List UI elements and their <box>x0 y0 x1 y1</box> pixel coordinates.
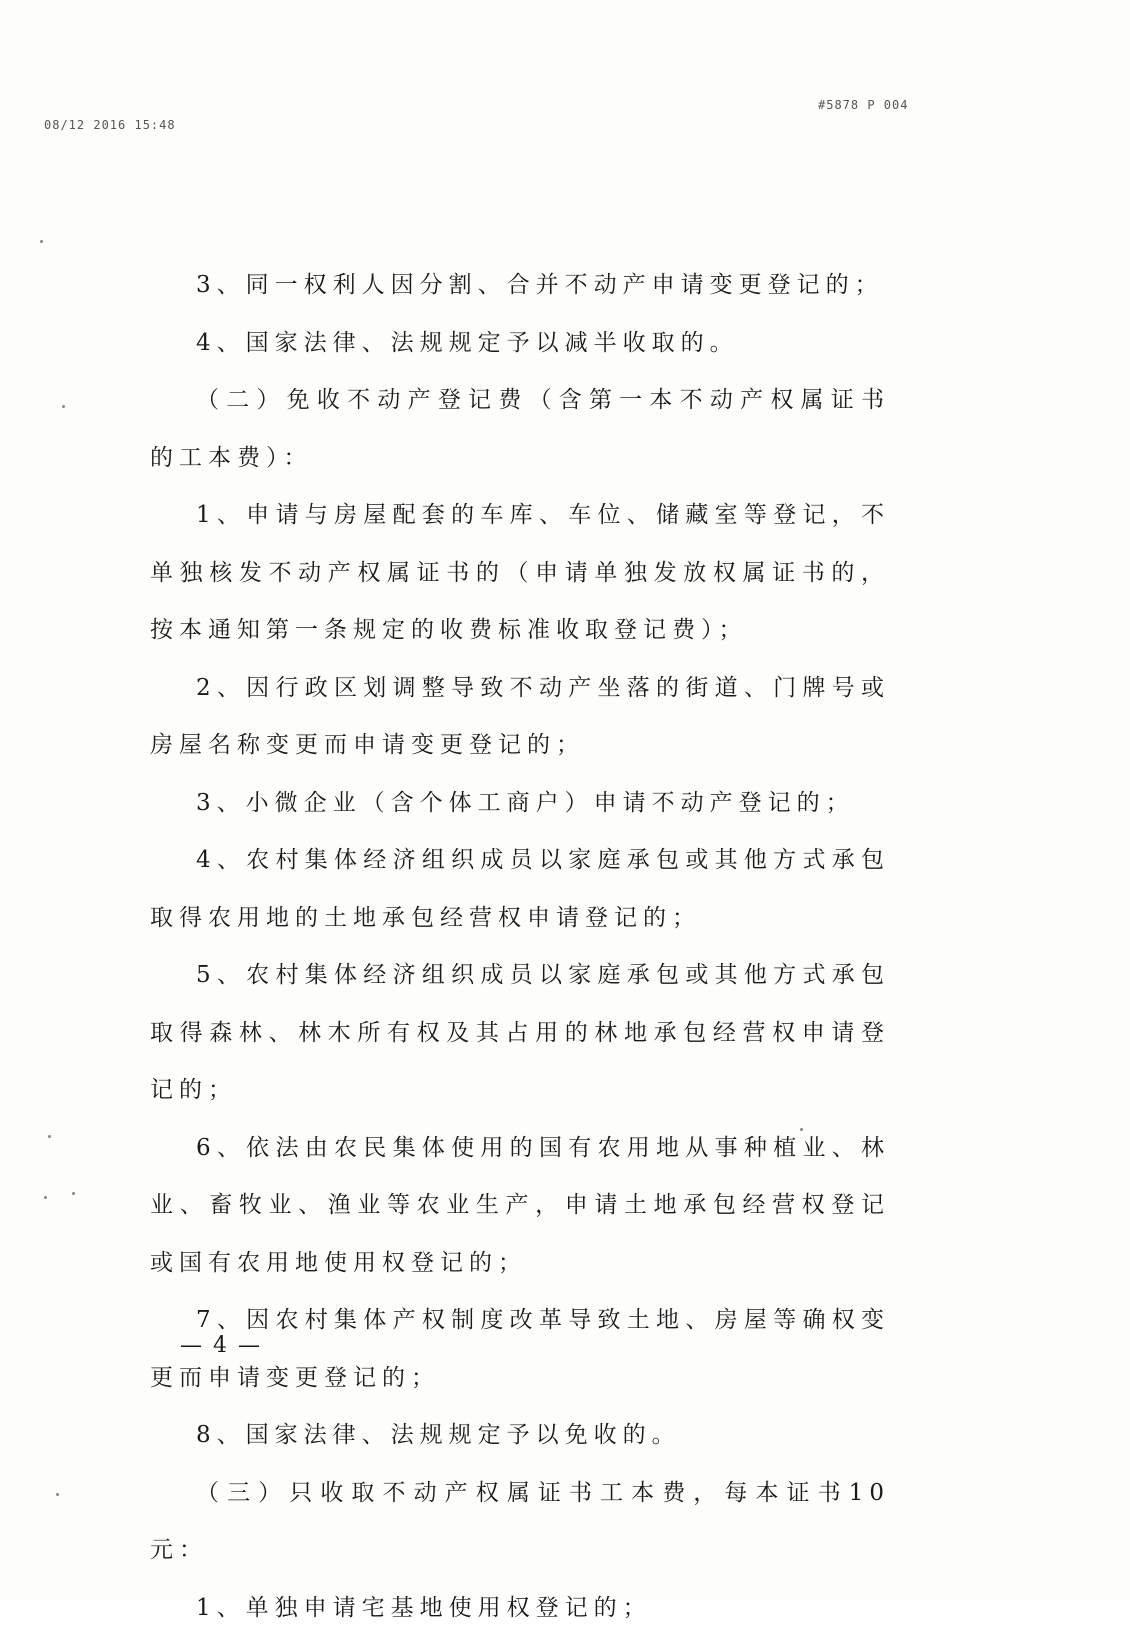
paragraph: 1、申请与房屋配套的车库、车位、储藏室等登记，不单独核发不动产权属证书的（申请单独发放权属证书的，按本通知第一条规定的收费标准收取登记费）； <box>150 487 890 660</box>
paragraph: 8、国家法律、法规规定予以免收的。 <box>150 1407 890 1465</box>
scan-speck <box>56 1493 59 1496</box>
section-heading: （二）免收不动产登记费（含第一本不动产权属证书的工本费）： <box>150 372 890 487</box>
scan-speck <box>72 1192 75 1195</box>
scan-speck <box>48 1135 51 1138</box>
scan-speck <box>44 1196 47 1199</box>
scan-speck <box>800 1128 803 1131</box>
paragraph: 3、同一权利人因分割、合并不动产申请变更登记的； <box>150 257 890 315</box>
paragraph: 4、国家法律、法规规定予以减半收取的。 <box>150 315 890 373</box>
paragraph: 3、小微企业（含个体工商户）申请不动产登记的； <box>150 775 890 833</box>
page-number: — 4 — <box>180 1333 262 1358</box>
paragraph: 5、农村集体经济组织成员以家庭承包或其他方式承包取得森林、林木所有权及其占用的林地承包经营权申请登记的； <box>150 947 890 1120</box>
paragraph: 6、依法由农民集体使用的国有农用地从事种植业、林业、畜牧业、渔业等农业生产，申请土地承包经营权登记或国有农用地使用权登记的； <box>150 1120 890 1293</box>
paragraph: 1、单独申请宅基地使用权登记的； <box>150 1580 890 1637</box>
fax-timestamp: 08/12 2016 15:48 <box>44 118 176 132</box>
document-body <box>150 257 890 1637</box>
scan-speck <box>40 240 43 243</box>
section-heading: （三）只收取不动产权属证书工本费，每本证书10元： <box>150 1465 890 1580</box>
paragraph: 7、因农村集体产权制度改革导致土地、房屋等确权变更而申请变更登记的； <box>150 1292 890 1407</box>
paragraph: 2、因行政区划调整导致不动产坐落的街道、门牌号或房屋名称变更而申请变更登记的； <box>150 660 890 775</box>
scan-speck <box>62 405 65 408</box>
paragraph: 4、农村集体经济组织成员以家庭承包或其他方式承包取得农用地的土地承包经营权申请登记的； <box>150 832 890 947</box>
fax-page-code: #5878 P 004 <box>818 98 908 112</box>
